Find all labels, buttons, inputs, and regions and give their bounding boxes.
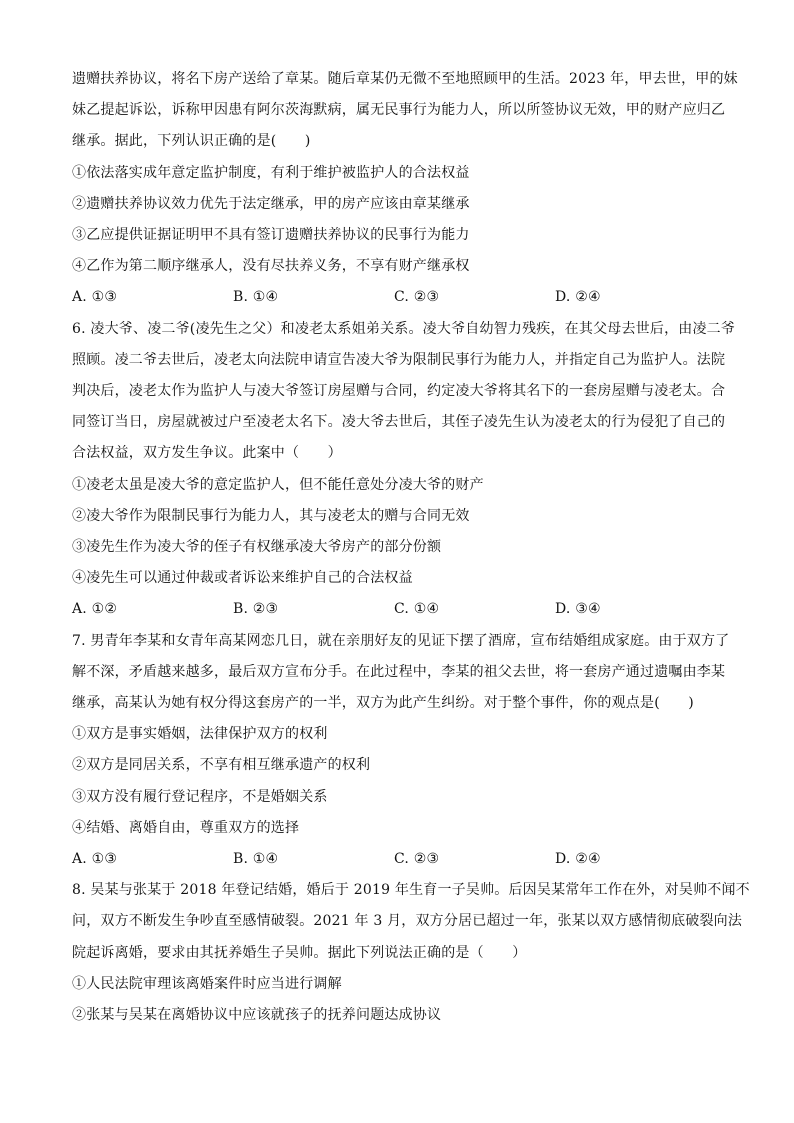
choice-d: D. ③④ — [555, 601, 601, 618]
choice-c: C. ②③ — [394, 289, 440, 306]
question-stem-line: 判决后，凌老太作为监护人与凌大爷签订房屋赠与合同，约定凌大爷将其名下的一套房屋赠与凌老太。合 — [72, 383, 726, 400]
question-stem-line: 解不深，矛盾越来越多，最后双方宣布分手。在此过程中，李某的祖父去世，将一套房产通过遗嘱由李某 — [72, 663, 726, 680]
question-stem-line: 8. 吴某与张某于 2018 年登记结婚，婚后于 2019 年生育一子吴帅。后因吴某常年工作在外，对吴帅不闻不 — [72, 882, 750, 899]
choice-d: D. ②④ — [555, 851, 601, 868]
statement-option: ③双方没有履行登记程序，不是婚姻关系 — [72, 788, 328, 805]
choice-b: B. ②③ — [233, 601, 279, 618]
choice-c: C. ②③ — [394, 851, 440, 868]
question-stem-line: 7. 男青年李某和女青年高某网恋几日，就在亲朋好友的见证下摆了酒席，宣布结婚组成家庭。由于双方了 — [72, 632, 730, 649]
statement-option: ①依法落实成年意定监护制度，有利于维护被监护人的合法权益 — [72, 164, 470, 181]
answer-choices — [72, 844, 722, 875]
question-stem-line: 问，双方不断发生争吵直至感情破裂。2021 年 3 月，双方分居已超过一年，张某以双方感情彻底破裂向法 — [72, 913, 743, 930]
question-stem-line: 继承。据此，下列认识正确的是( ) — [72, 133, 311, 150]
answer-choices — [72, 594, 722, 625]
question-stem-line: 院起诉离婚，要求由其抚养婚生子吴帅。据此下列说法正确的是（ ） — [72, 944, 527, 961]
statement-option: ①凌老太虽是凌大爷的意定监护人，但不能任意处分凌大爷的财产 — [72, 476, 484, 493]
choice-c: C. ①④ — [394, 601, 440, 618]
statement-option: ②双方是同居关系，不享有相互继承遗产的权利 — [72, 757, 371, 774]
question-stem-line: 照顾。凌二爷去世后，凌老太向法院申请宣告凌大爷为限制民事行为能力人，并指定自己为监护人。法院 — [72, 351, 726, 368]
question-7 — [72, 626, 730, 876]
question-5-continued — [72, 64, 738, 314]
statement-option: ②遗赠扶养协议效力优先于法定继承，甲的房产应该由章某继承 — [72, 195, 470, 212]
statement-option: ②张某与吴某在离婚协议中应该就孩子的抚养问题达成协议 — [72, 1007, 442, 1024]
statement-option: ④结婚、离婚自由，尊重双方的选择 — [72, 819, 300, 836]
question-stem-line: 妹乙提起诉讼，诉称甲因患有阿尔茨海默病，属无民事行为能力人，所以所签协议无效，甲的财产应归乙 — [72, 102, 726, 119]
choice-a: A. ①③ — [72, 289, 118, 306]
statement-option: ③乙应提供证据证明甲不具有签订遗赠扶养协议的民事行为能力 — [72, 227, 470, 244]
choice-a: A. ①③ — [72, 851, 118, 868]
statement-option: ①人民法院审理该离婚案件时应当进行调解 — [72, 975, 342, 992]
choice-d: D. ②④ — [555, 289, 601, 306]
statement-option: ②凌大爷作为限制民事行为能力人，其与凌老太的赠与合同无效 — [72, 507, 470, 524]
question-8 — [72, 875, 750, 1031]
statement-option: ①双方是事实婚姻，法律保护双方的权利 — [72, 726, 328, 743]
statement-option: ④凌先生可以通过仲裁或者诉讼来维护自己的合法权益 — [72, 570, 413, 587]
question-stem-line: 继承，高某认为她有权分得这套房产的一半，双方为此产生纠纷。对于整个事件，你的观点是( ) — [72, 695, 694, 712]
answer-choices — [72, 282, 722, 313]
statement-option: ④乙作为第二顺序继承人，没有尽扶养义务，不享有财产继承权 — [72, 258, 470, 275]
question-stem-line: 6. 凌大爷、凌二爷(凌先生之父）和凌老太系姐弟关系。凌大爷自幼智力残疾，在其父母去世后，由凌二爷 — [72, 320, 736, 337]
question-stem-line: 合法权益，双方发生争议。此案中（ ） — [72, 445, 342, 462]
question-stem-line: 同签订当日，房屋就被过户至凌老太名下。凌大爷去世后，其侄子凌先生认为凌老太的行为侵犯了自己的 — [72, 414, 726, 431]
choice-b: B. ①④ — [233, 851, 279, 868]
choice-a: A. ①② — [72, 601, 118, 618]
statement-option: ③凌先生作为凌大爷的侄子有权继承凌大爷房产的部分份额 — [72, 539, 442, 556]
choice-b: B. ①④ — [233, 289, 279, 306]
question-stem-line: 遗赠扶养协议，将名下房产送给了章某。随后章某仍无微不至地照顾甲的生活。2023 年，甲去世，甲的妹 — [72, 71, 738, 87]
question-6 — [72, 314, 736, 626]
